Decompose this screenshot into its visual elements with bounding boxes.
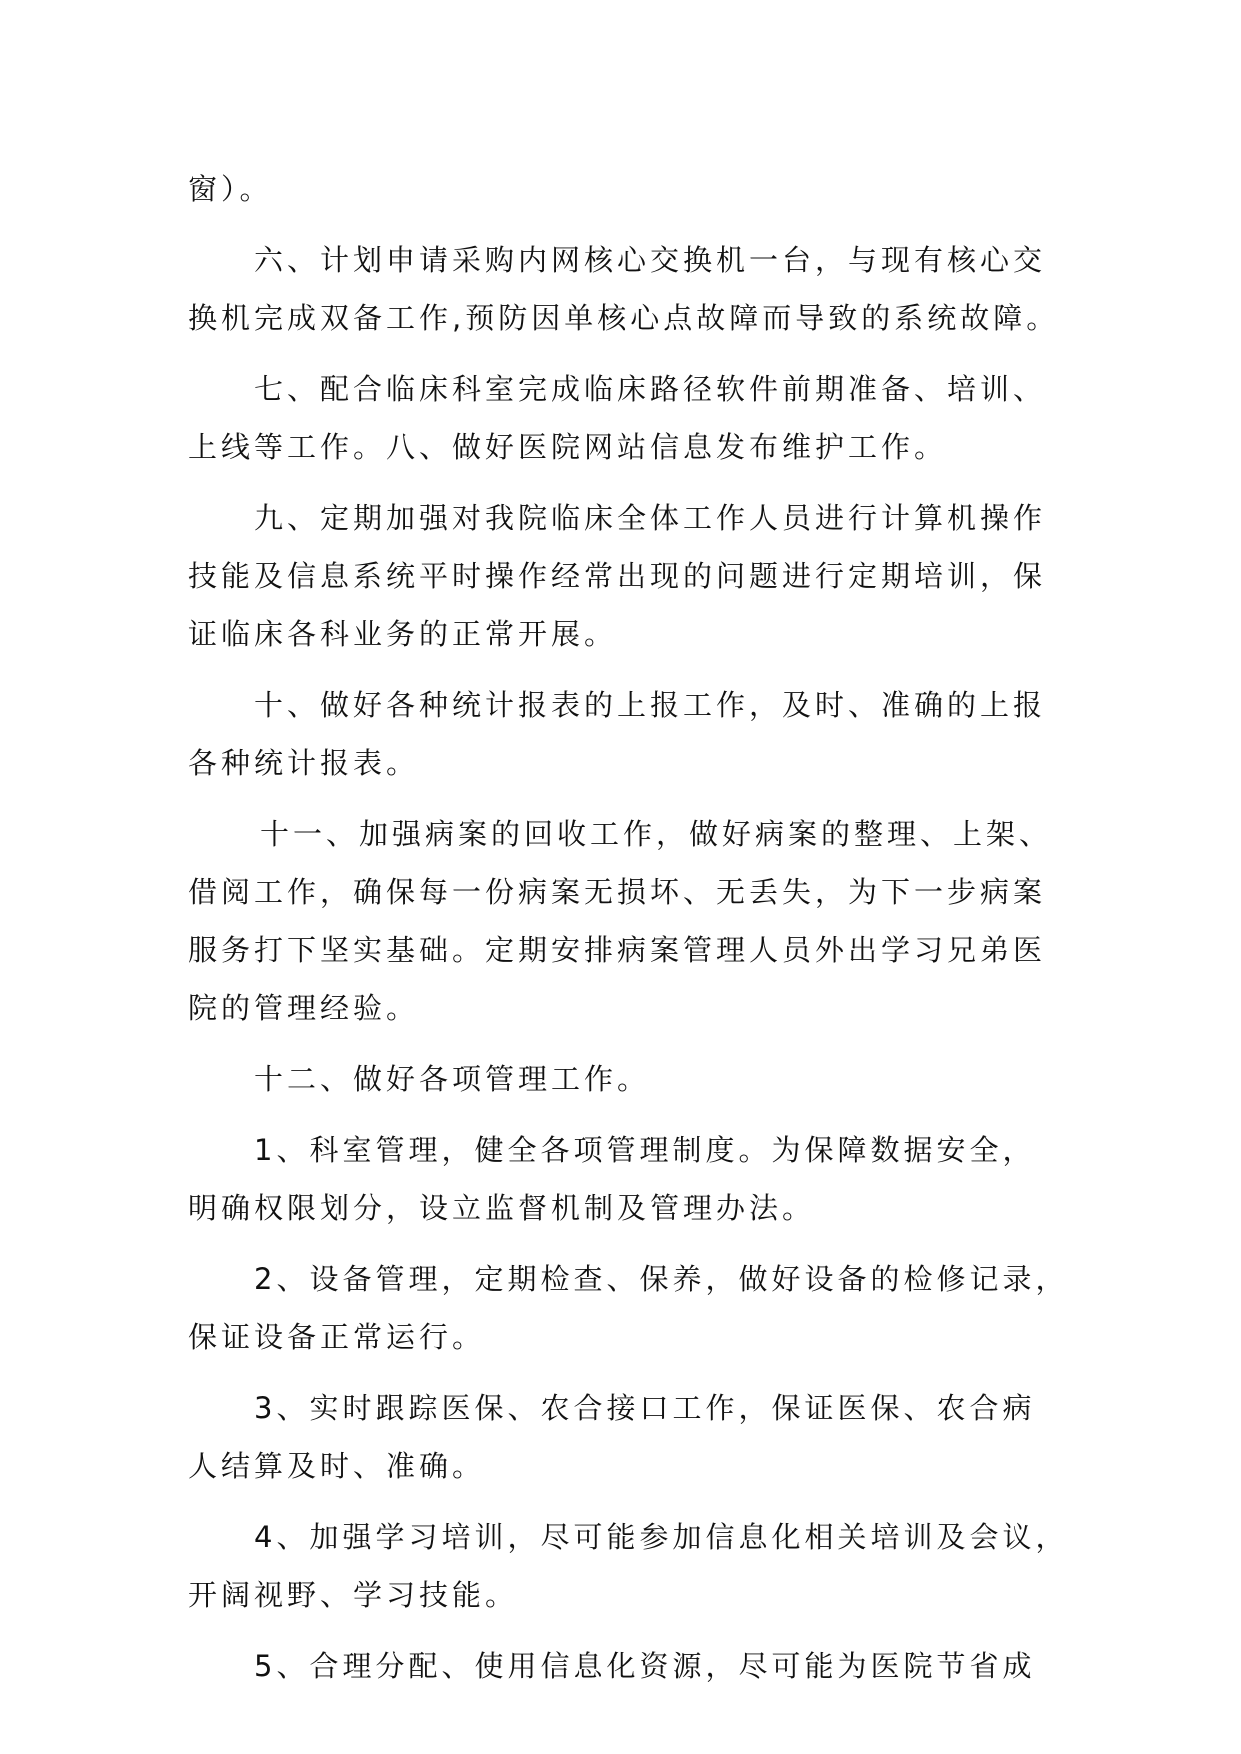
text-line: 九、定期加强对我院临床全体工作人员进行计算机操作 (254, 501, 1047, 535)
text-line: 十一、加强病案的回收工作，做好病案的整理、上架、 (260, 817, 1053, 851)
text-line: 十二、做好各项管理工作。 (254, 1062, 651, 1096)
text-line: 5、合理分配、使用信息化资源，尽可能为医院节省成 (254, 1649, 1036, 1683)
text-line: 窗）。 (188, 172, 273, 206)
text-line: 上线等工作。八、做好医院网站信息发布维护工作。 (188, 430, 948, 464)
text-line: 各种统计报表。 (188, 746, 420, 780)
text-line: 明确权限划分，设立监督机制及管理办法。 (188, 1191, 816, 1225)
text-line: 服务打下坚实基础。定期安排病案管理人员外出学习兄弟医 (188, 933, 1047, 967)
text-line: 保证设备正常运行。 (188, 1320, 486, 1354)
text-line: 2、设备管理，定期检查、保养，做好设备的检修记录， (254, 1262, 1069, 1296)
text-line: 人结算及时、准确。 (188, 1449, 486, 1483)
text-line: 证临床各科业务的正常开展。 (188, 617, 618, 651)
text-line: 开阔视野、学习技能。 (188, 1578, 519, 1612)
text-line: 技能及信息系统平时操作经常出现的问题进行定期培训，保 (188, 559, 1047, 593)
text-line: 十、做好各种统计报表的上报工作，及时、准确的上报 (254, 688, 1047, 722)
text-line: 六、计划申请采购内网核心交换机一台，与现有核心交 (254, 243, 1047, 277)
text-line: 4、加强学习培训，尽可能参加信息化相关培训及会议， (254, 1520, 1069, 1554)
document-body (188, 160, 1088, 1695)
text-line: 院的管理经验。 (188, 991, 420, 1025)
text-line: 借阅工作，确保每一份病案无损坏、无丢失，为下一步病案 (188, 875, 1047, 909)
text-line: 换机完成双备工作,预防因单核心点故障而导致的系统故障。 (188, 301, 1060, 335)
text-line: 3、实时跟踪医保、农合接口工作，保证医保、农合病 (254, 1391, 1036, 1425)
text-line: 1、科室管理，健全各项管理制度。为保障数据安全， (254, 1133, 1036, 1167)
text-line: 七、配合临床科室完成临床路径软件前期准备、培训、 (254, 372, 1047, 406)
